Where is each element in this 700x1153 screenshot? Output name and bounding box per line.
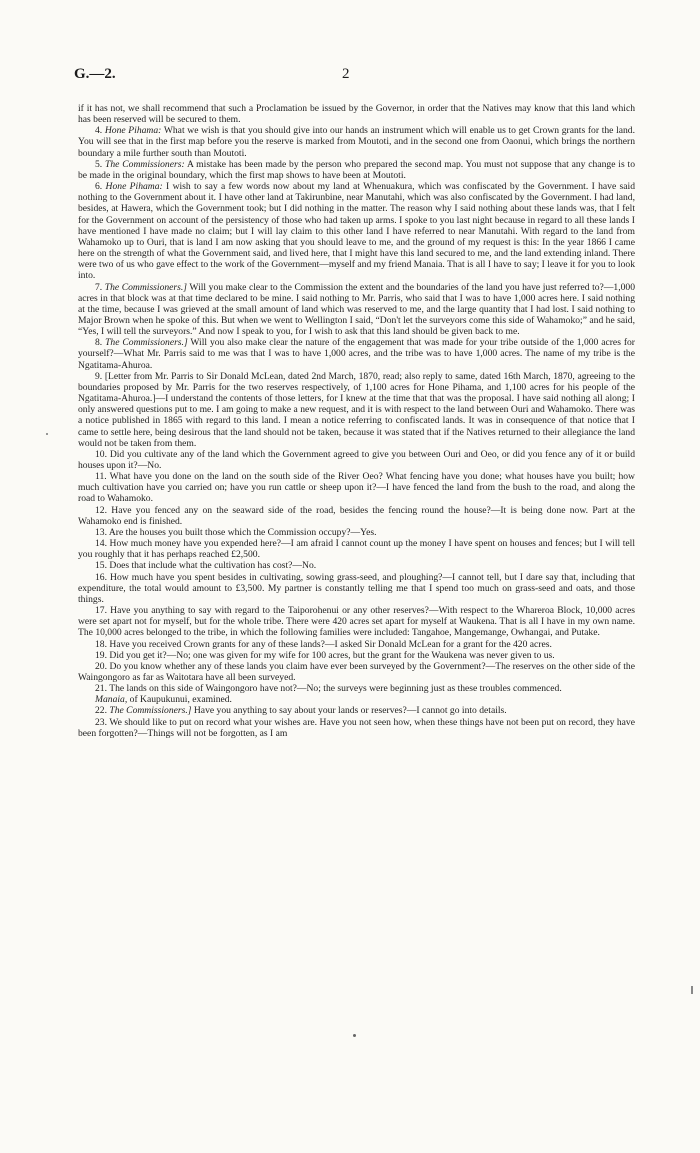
- paragraph-text: I wish to say a few words now about my land at Whenuakura, which was confiscated by the Government. I have said nothing to the Government about it. I have other land at Takirunbine, near Manutahi, which was also confiscated by the Government. I had land, besides, at Hawera, which the Government took; but I did nothing in the matter. The reason why I said nothing about these lands was, that I felt for the Government on account of the persistency of those who had taken up arms. I spoke to you last night because in regard to all these lands I have mentioned I have made no claim; but I will lay claim to this other land I have referred to near Manutahi. With regard to the land from Wahamoko up to Ouri, that is land I am now asking that you should leave to me, and the ground of my request is this: In the year 1866 I came here on the strength of what the Government said, and lived here, that I might have this land secured to me, and the land extending inland. There were two of us who gave effect to the work of the Government—myself and my friend Manaia. That is all I have to say; I leave it for you to look into.: [78, 181, 636, 282]
- paragraph-text: if it has not, we shall recommend that such a Proclamation be issued by the Governor, in order that the Natives may know that this land which has been reserved will be secured to them.: [78, 103, 635, 126]
- paragraph-text: 10. Did you cultivate any of the land which the Government agreed to give you between Ouri and Oeo, or did you fence any of it or build houses upon it?—No.: [78, 448, 635, 471]
- testimony-paragraph: [78, 683, 635, 694]
- testimony-paragraph: [78, 471, 635, 504]
- testimony-paragraph: [78, 572, 635, 605]
- question-number: 7.: [95, 281, 105, 293]
- paragraph-text: Will you also make clear the nature of the engagement that was made for your tribe outside of the 1,000 acres for yourself?—What Mr. Parris said to me was that I was to have 1,000 acres, and the tribe was to have 1,000 acres. The name of my tribe is the Ngatitama-Ahuroa.: [78, 337, 635, 371]
- testimony-paragraph: [78, 705, 635, 716]
- margin-speck: [691, 986, 693, 994]
- testimony-paragraph: [78, 159, 635, 181]
- parliamentary-paper-reference: G.—2.: [74, 66, 116, 82]
- paragraph-text: 20. Do you know whether any of these lands you claim have ever been surveyed by the Government?—The reserves on the other side of the Waingongoro as far as Waitotara have all been surveyed.: [78, 660, 635, 683]
- testimony-paragraph: [78, 650, 635, 661]
- paragraph-text: 9. [Letter from Mr. Parris to Sir Donald McLean, dated 2nd March, 1870, read; also reply to same, dated 16th March, 1870, agreeing to the boundaries proposed by Mr. Parris for the two reserves respectively, of 1,100 acres for Hone Pihama, and 1,100 acres for his people of the Ngatitama-Ahuroa.]—I understand the contents of those letters, for I knew at the time that that was the proposal. I have said nothing all along; I only answered questions put to me. I am going to make a new request, and it is with respect to the land between Ouri and Wahamoko. There was a notice published in 1865 with regard to this land. I mean a notice referring to confiscated lands. It was in consequence of that notice that I came to settle here, being desirous that the land should not be taken, because it was stated that if the Natives returned to their allegiance the land would not be taken from them.: [78, 370, 635, 449]
- paragraph-text: 15. Does that include what the cultivation has cost?—No.: [95, 560, 317, 572]
- testimony-paragraph: [78, 605, 635, 638]
- speaker-name: Hone Pihama:: [105, 181, 163, 193]
- paragraph-text: Will you make clear to the Commission the extent and the boundaries of the land you have just referred to?—1,000 acres in that block was at that time declared to be mine. I said nothing to Mr. Parris, who said that I was to have 1,000 acres here. I said nothing at the time, because I was grieved at the small amount of land which was reserved to me, and the large quantity that I had lost. I said nothing to Major Brown when he spoke of this. But when we went to Wellington I said, “Don't let the surveyors come this side of Wahamoko;” and he said, “Yes, I will tell the surveyors.” And now I speak to you, for I wish to ask that this land should be given back to me.: [78, 281, 635, 338]
- speaker-name: The Commissioners.]: [105, 337, 188, 349]
- question-number: 6.: [95, 181, 106, 193]
- testimony-paragraph: [78, 282, 635, 338]
- paragraph-text: 21. The lands on this side of Waingongoro have not?—No; the surveys were beginning just as these troubles commenced.: [95, 683, 562, 695]
- question-number: 8.: [95, 337, 106, 349]
- testimony-paragraph: [78, 181, 635, 281]
- paragraph-text: A mistake has been made by the person who prepared the second map. You must not suppose that any change is to be made in the original boundary, which the first map shows to have been at Moutoti.: [78, 158, 636, 181]
- witness-heading: [78, 694, 635, 705]
- testimony-paragraph: [78, 449, 635, 471]
- paragraph-text: 23. We should like to put on record what your wishes are. Have you not seen how, when these things have not been put on record, they have been forgotten?—Things will not be forgotten, as I am: [78, 716, 635, 739]
- testimony-paragraph: [78, 527, 635, 538]
- testimony-paragraph: [78, 661, 635, 683]
- paragraph-text: 18. Have you received Crown grants for any of these lands?—I asked Sir Donald McLean for a grant for the 420 acres.: [95, 638, 552, 650]
- page-number: 2: [342, 66, 350, 82]
- page-header: [74, 66, 634, 88]
- paragraph-text: of Kaupukunui, examined.: [127, 694, 232, 706]
- paragraph-text: 12. Have you fenced any on the seaward side of the road, besides the fencing round the house?—It is being done now. Part at the Wahamoko end is finished.: [78, 504, 635, 527]
- paragraph-text: Have you anything to say about your lands or reserves?—I cannot go into details.: [191, 705, 507, 717]
- paragraph-text: 14. How much money have you expended here?—I am afraid I cannot count up the money I have spent on houses and fences; but I will tell you roughly that it has perhaps reached £2,500.: [78, 538, 635, 561]
- paragraph-text: 19. Did you get it?—No; one was given for my wife for 100 acres, but the grant for the Waukena was never given to us.: [95, 649, 555, 661]
- testimony-paragraph: [78, 538, 635, 560]
- paragraph-text: 17. Have you anything to say with regard to the Taiporohenui or any other reserves?—With respect to the Whareroa Block, 10,000 acres were set apart not for myself, but for the whole tribe. There were 420 acres set apart for myself at Waukena. That is all I have in my own name. The 10,000 acres belonged to the tribe, in which the following families were included: Tangahoe, Mangemange, Owhangai, and Putake.: [78, 605, 635, 639]
- testimony-paragraph: [78, 337, 635, 370]
- testimony-paragraph: [78, 639, 635, 650]
- speaker-name: The Commissioners:: [105, 158, 185, 170]
- body-text: [78, 103, 635, 739]
- speaker-name: The Commissioners.]: [109, 705, 192, 717]
- paragraph-text: What we wish is that you should give into our hands an instrument which will enable us to get Crown grants for the land. You will see that in the first map before you the reserve is marked from Moutoti, and in the second one from Oaonui, which brings the northern boundary a mile further south than Moutoti.: [78, 125, 636, 159]
- speaker-name: The Commissioners.]: [104, 281, 188, 293]
- testimony-paragraph: [78, 125, 635, 158]
- testimony-paragraph: [78, 103, 635, 125]
- testimony-paragraph: [78, 717, 635, 739]
- testimony-paragraph: [78, 371, 635, 449]
- testimony-paragraph: [78, 505, 635, 527]
- paragraph-text: 13. Are the houses you built those which the Commission occupy?—Yes.: [95, 526, 377, 538]
- question-number: 5.: [95, 158, 106, 170]
- question-number: 4.: [95, 125, 105, 137]
- speaker-name: Hone Pihama:: [104, 125, 162, 137]
- paragraph-text: 16. How much have you spent besides in cultivating, sowing grass-seed, and ploughing?—I cannot tell, but I dare say that, including that expenditure, the total would amount to £3,500. My partner is constantly telling me that I spend too much on grass-seed and oats, and those things.: [78, 571, 635, 605]
- question-number: 22.: [95, 705, 110, 717]
- margin-speck: [46, 433, 48, 435]
- witness-name: Manaia,: [95, 694, 128, 706]
- testimony-paragraph: [78, 560, 635, 571]
- margin-speck: [353, 1034, 356, 1037]
- paragraph-text: 11. What have you done on the land on the south side of the River Oeo? What fencing have you done; what houses have you built; how much cultivation have you carried on; have you run cattle or sheep upon it?—I have fenced the land from the bush to the road, and along the road to Wahamoko.: [78, 471, 635, 505]
